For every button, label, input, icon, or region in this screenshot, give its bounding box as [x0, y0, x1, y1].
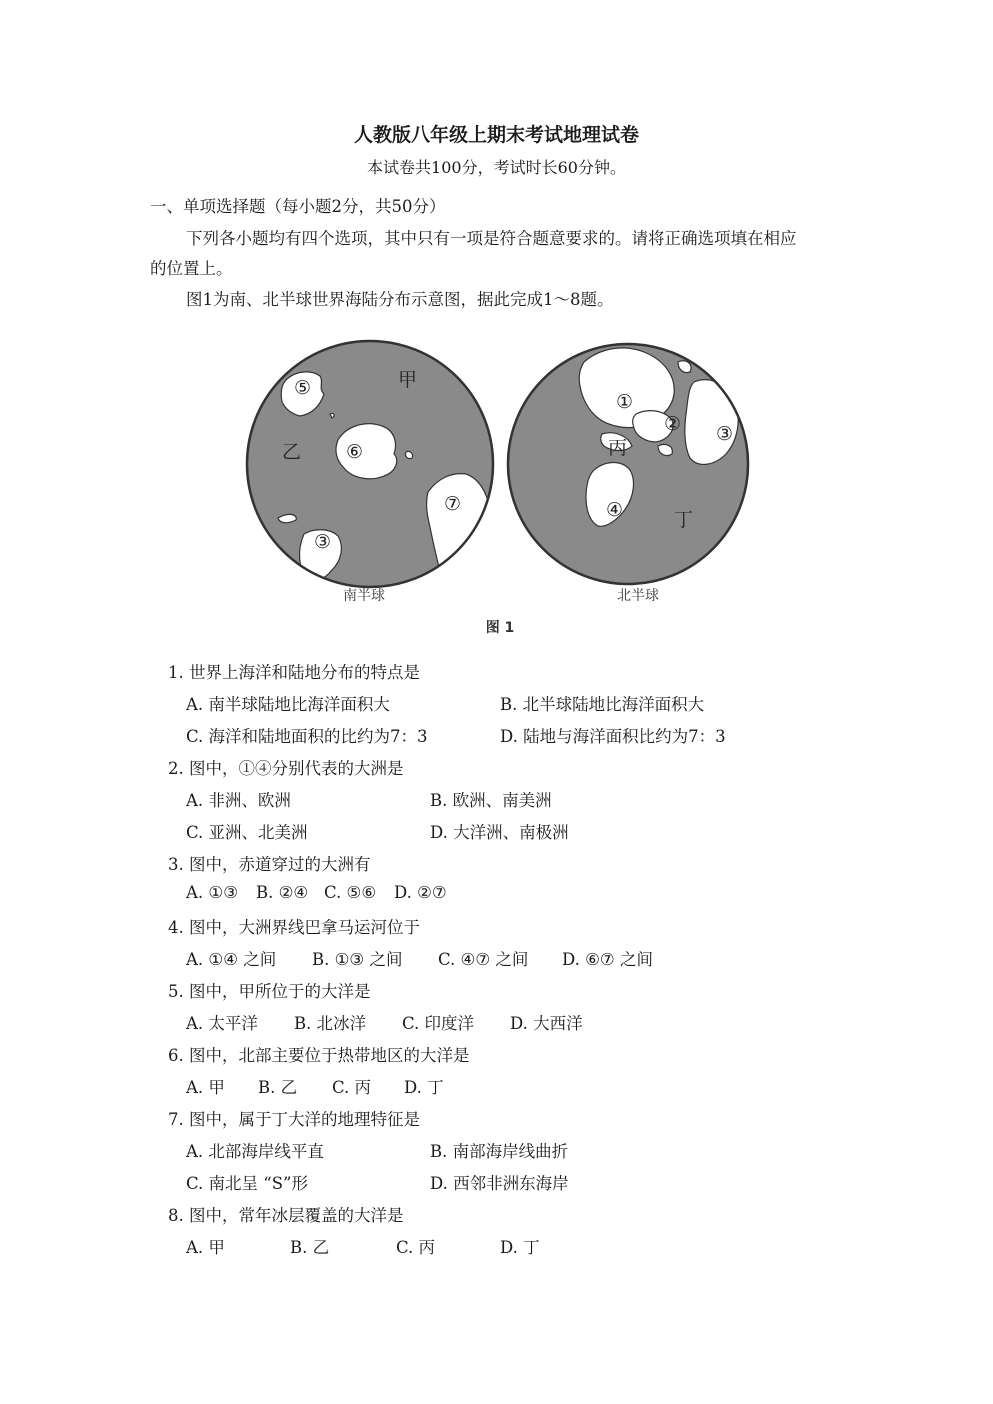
question-1-option-a[interactable]: A. 南半球陆地比海洋面积大: [186, 695, 390, 714]
question-4-option-b[interactable]: B. ①③ 之间: [312, 950, 403, 969]
question-2-option-b[interactable]: B. 欧洲、南美洲: [430, 791, 552, 810]
question-6-option-d[interactable]: D. 丁: [404, 1078, 444, 1097]
figure-label: 图 1: [485, 620, 515, 636]
figure-1: [238, 322, 758, 642]
question-3-option-a[interactable]: A. ①③: [186, 883, 238, 902]
question-4-option-c[interactable]: C. ④⑦ 之间: [438, 950, 529, 969]
question-5-stem: 5. 图中，甲所位于的大洋是: [168, 982, 371, 1001]
question-6-option-b[interactable]: B. 乙: [258, 1078, 298, 1097]
label-three-north: ③: [716, 423, 734, 445]
question-1-stem: 1. 世界上海洋和陆地分布的特点是: [168, 663, 420, 682]
question-5-option-a[interactable]: A. 太平洋: [186, 1014, 258, 1033]
question-3-option-b[interactable]: B. ②④: [256, 883, 309, 902]
question-8-option-d[interactable]: D. 丁: [500, 1238, 540, 1257]
north-hemisphere: [508, 344, 748, 584]
question-1-option-d[interactable]: D. 陆地与海洋面积比约为7：3: [500, 727, 726, 746]
hemispheres-map: [238, 322, 758, 642]
question-6-stem: 6. 图中，北部主要位于热带地区的大洋是: [168, 1046, 470, 1065]
label-four: ④: [606, 499, 624, 521]
caption-north: 北半球: [617, 588, 659, 604]
question-1-option-b[interactable]: B. 北半球陆地比海洋面积大: [500, 695, 705, 714]
question-3-option-d[interactable]: D. ②⑦: [394, 883, 447, 902]
question-6-option-c[interactable]: C. 丙: [332, 1078, 372, 1097]
question-5-option-b[interactable]: B. 北冰洋: [294, 1014, 367, 1033]
question-4-option-d[interactable]: D. ⑥⑦ 之间: [562, 950, 653, 969]
question-8-stem: 8. 图中，常年冰层覆盖的大洋是: [168, 1206, 404, 1225]
label-two: ②: [664, 413, 682, 435]
label-ding: 丁: [674, 509, 694, 531]
question-2-option-c[interactable]: C. 亚洲、北美洲: [186, 823, 308, 842]
question-7-option-c[interactable]: C. 南北呈 “S”形: [186, 1174, 308, 1193]
question-2-stem: 2. 图中，①④分别代表的大洲是: [168, 759, 404, 778]
question-5-option-c[interactable]: C. 印度洋: [402, 1014, 475, 1033]
question-1-option-c[interactable]: C. 海洋和陆地面积的比约为7：3: [186, 727, 428, 746]
label-five-south: ⑤: [294, 377, 312, 399]
figure-intro: 图1为南、北半球世界海陆分布示意图，据此完成1～8题。: [186, 290, 614, 309]
question-7-option-d[interactable]: D. 西邻非洲东海岸: [430, 1174, 569, 1193]
question-6-option-a[interactable]: A. 甲: [186, 1078, 225, 1097]
label-three-south: ③: [314, 531, 332, 553]
question-5-option-d[interactable]: D. 大西洋: [510, 1014, 583, 1033]
label-jia: 甲: [398, 369, 418, 391]
section-heading: 一、单项选择题（每小题2分，共50分）: [150, 197, 446, 216]
instructions-line-2: 的位置上。: [150, 259, 233, 278]
question-8-option-b[interactable]: B. 乙: [290, 1238, 330, 1257]
instructions-line-1: 下列各小题均有四个选项，其中只有一项是符合题意要求的。请将正确选项填在相应: [186, 229, 797, 248]
question-4-stem: 4. 图中，大洲界线巴拿马运河位于: [168, 918, 420, 937]
question-3-option-c[interactable]: C. ⑤⑥: [324, 883, 377, 902]
label-six: ⑥: [346, 441, 364, 463]
label-bing: 丙: [608, 437, 628, 459]
question-8-option-a[interactable]: A. 甲: [186, 1238, 225, 1257]
question-2-option-a[interactable]: A. 非洲、欧洲: [186, 791, 291, 810]
question-8-option-c[interactable]: C. 丙: [396, 1238, 436, 1257]
page-title: 人教版八年级上期末考试地理试卷: [353, 124, 639, 146]
question-7-option-a[interactable]: A. 北部海岸线平直: [186, 1142, 324, 1161]
label-seven: ⑦: [444, 493, 462, 515]
label-yi: 乙: [282, 441, 302, 463]
question-7-stem: 7. 图中，属于丁大洋的地理特征是: [168, 1110, 420, 1129]
caption-south: 南半球: [343, 588, 385, 604]
exam-info: 本试卷共100分，考试时长60分钟。: [367, 158, 626, 177]
question-3-stem: 3. 图中，赤道穿过的大洲有: [168, 855, 371, 874]
south-hemisphere: [247, 341, 493, 587]
question-7-option-b[interactable]: B. 南部海岸线曲折: [430, 1142, 569, 1161]
question-2-option-d[interactable]: D. 大洋洲、南极洲: [430, 823, 569, 842]
label-one: ①: [616, 391, 634, 413]
question-4-option-a[interactable]: A. ①④ 之间: [186, 950, 277, 969]
